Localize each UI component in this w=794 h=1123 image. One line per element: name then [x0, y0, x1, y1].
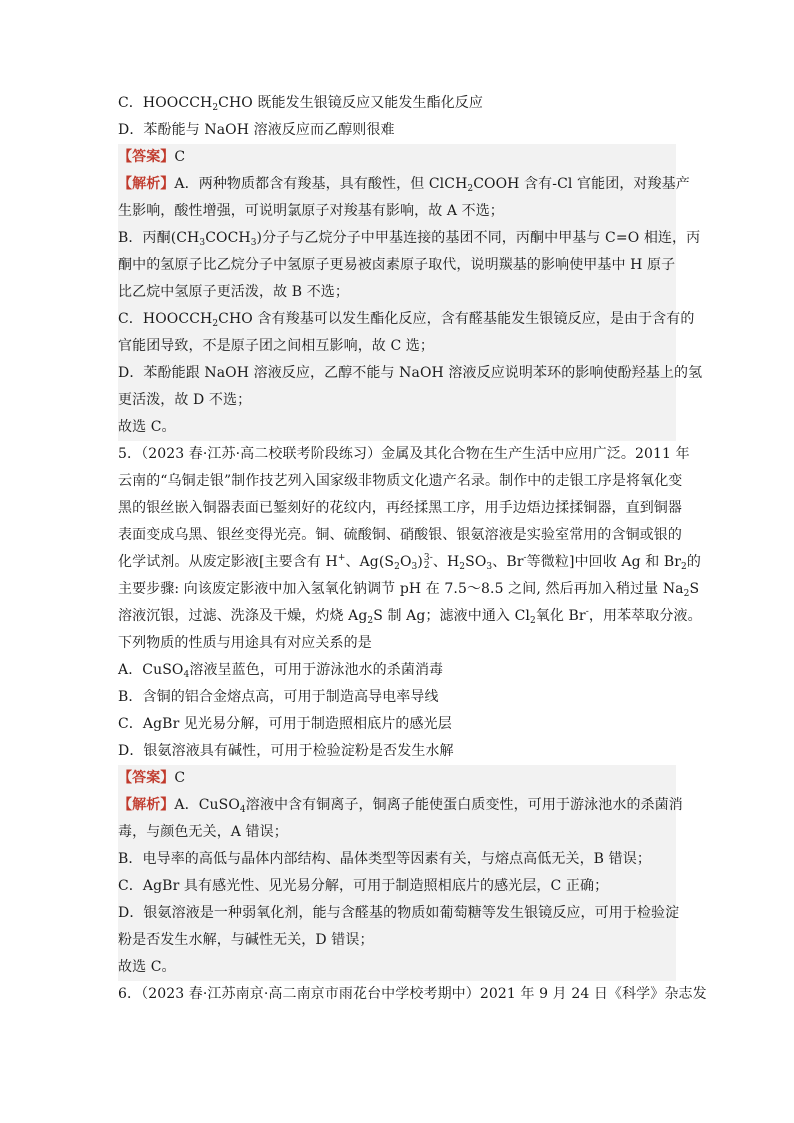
subscript: 4 — [183, 670, 190, 680]
text-run: 故选 C。 — [118, 419, 176, 435]
text-run: C．AgBr 具有感光性、见光易分解，可用于制造照相底片的感光层，C 正确； — [118, 878, 609, 894]
text-run: C．HOOCCH — [118, 311, 213, 327]
subscript: 4 — [239, 805, 246, 815]
text-run: 主要步骤: 向该废定影液中加入氢氧化钠调节 pH 在 7.5～8.5 之间, 然后再加入稍过量 Na — [118, 581, 684, 597]
text-line — [118, 819, 676, 846]
text-run: 酮中的氢原子比乙烷分子中氢原子更易被卤素原子取代，说明羰基的影响使甲基中 H 原子 — [118, 257, 676, 273]
text-run: D．银氨溶液具有碱性，可用于检验淀粉是否发生水解 — [118, 743, 454, 759]
subscript: 2 — [394, 562, 400, 572]
text-run: 毒，与颜色无关，A 错误； — [118, 824, 288, 840]
subscript: 2 — [212, 103, 219, 113]
text-line — [118, 603, 702, 630]
text-run: 黑的银丝嵌入铜器表面已錾刻好的花纹内，再经揉黑工序，用手边焐边揉揉铜器，直到铜器 — [118, 500, 682, 516]
superscript: - — [523, 553, 527, 563]
text-run: O — [399, 554, 412, 570]
text-line — [118, 549, 701, 576]
text-line — [118, 630, 676, 657]
text-run: S — [689, 581, 700, 597]
text-line — [118, 927, 676, 954]
text-run: 云南的“乌铜走银”制作技艺列入国家级非物质文化遗产名录。制作中的走银工序是将氧化变 — [118, 473, 683, 489]
text-run: 等微粒]中回收 Ag 和 Br — [526, 554, 682, 570]
text-run: 、H — [432, 554, 460, 570]
subscript: 3 — [199, 238, 206, 248]
text-line — [118, 954, 676, 981]
text-run: 氧化 Br — [535, 608, 586, 624]
subscript: 2 — [212, 319, 219, 329]
text-line — [118, 171, 690, 198]
text-run: 6．（2023 春·江苏南京·高二南京市雨花台中学校考期中）2021 年 9 月 24 日《科学》杂志发 — [118, 986, 707, 1002]
text-line — [118, 873, 676, 900]
text-run: 化学试剂。从废定影液[主要含有 H — [118, 554, 338, 570]
subscript: 2 — [683, 589, 690, 599]
text-line — [118, 252, 676, 279]
superscript: + — [337, 553, 346, 563]
subscript: 3 — [411, 562, 418, 572]
text-line — [118, 387, 676, 414]
text-run: 的 — [686, 554, 701, 570]
answer-tag: 【答案】 — [118, 770, 175, 786]
subscript: 2 — [459, 562, 466, 572]
text-line — [118, 333, 676, 360]
text-line — [118, 765, 676, 792]
subscript: 3 — [250, 238, 257, 248]
text-line — [118, 738, 676, 765]
text-run: 粉是否发生水解，与碱性无关，D 错误； — [118, 932, 374, 948]
text-run: D．银氨溶液是一种弱氧化剂，能与含醛基的物质如葡萄糖等发生银镜反应，可用于检验淀 — [118, 905, 680, 921]
text-run: ，用苯萃取分液。 — [588, 608, 702, 624]
charge-subscript: 3- 2 — [423, 553, 433, 571]
answer-tag: 【答案】 — [118, 149, 175, 165]
text-run: D．苯酚能跟 NaOH 溶液反应，乙醇不能与 NaOH 溶液反应说明苯环的影响使酚羟基上的氢 — [118, 365, 703, 381]
answer-tag: 【解析】 — [118, 797, 175, 813]
text-run: C．HOOCCH — [118, 95, 213, 111]
answer-tag: 【解析】 — [118, 176, 175, 192]
text-run: 溶液中含有铜离子，铜离子能使蛋白质变性，可用于游泳池水的杀菌消 — [245, 797, 683, 813]
text-run: COOH 含有-Cl 官能团，对羧基产 — [473, 176, 690, 192]
text-run: B．电导率的高低与晶体内部结构、晶体类型等因素有关，与熔点高低无关，B 错误； — [118, 851, 651, 867]
text-run: CHO 既能发生银镜反应又能发生酯化反应 — [218, 95, 483, 111]
text-run: SO — [465, 554, 487, 570]
text-run: A．CuSO — [174, 797, 240, 813]
subscript: 2 — [681, 562, 687, 572]
text-run: CHO 含有羧基可以发生酯化反应，含有醛基能发生银镜反应，是由于含有的 — [218, 311, 695, 327]
text-line — [118, 90, 676, 117]
text-run: A．CuSO — [118, 662, 184, 678]
text-run: 、Ag(S — [345, 554, 395, 570]
text-line — [118, 657, 676, 684]
text-run: ) — [417, 554, 423, 570]
text-line — [118, 360, 703, 387]
text-line — [118, 900, 680, 927]
text-line — [118, 279, 676, 306]
text-run: 溶液沉银，过滤、洗涤及干燥，灼烧 Ag — [118, 608, 368, 624]
text-run: 故选 C。 — [118, 959, 176, 975]
text-run: D．苯酚能与 NaOH 溶液反应而乙醇则很难 — [118, 122, 395, 138]
text-run: 下列物质的性质与用途具有对应关系的是 — [118, 635, 372, 651]
text-run: )分子与乙烷分子中甲基连接的基团不同，丙酮中甲基与 C=O 相连，丙 — [256, 230, 701, 246]
text-line — [118, 225, 701, 252]
text-line — [118, 522, 682, 549]
text-run: 更活泼，故 D 不选； — [118, 392, 252, 408]
text-run: 表面变成乌黑、银丝变得光亮。铜、硫酸铜、硝酸银、银氨溶液是实验室常用的含铜或银的 — [118, 527, 682, 543]
text-line — [118, 684, 676, 711]
text-run: 5．（2023 春·江苏·高二校联考阶段练习）金属及其化合物在生产生活中应用广泛。2011 年 — [118, 446, 690, 462]
text-run: S 制 Ag；滤液中通入 Cl — [373, 608, 530, 624]
text-run: B．含铜的铝合金熔点高，可用于制造高导电率导线 — [118, 689, 439, 705]
text-line — [118, 306, 695, 333]
text-run: C．AgBr 见光易分解，可用于制造照相底片的感光层 — [118, 716, 452, 732]
subscript: 2 — [529, 616, 536, 626]
text-line — [118, 711, 676, 738]
text-line — [118, 117, 676, 144]
text-line — [118, 846, 676, 873]
text-line — [118, 198, 676, 225]
text-line — [118, 144, 676, 171]
text-line — [118, 468, 683, 495]
text-run: 溶液呈蓝色，可用于游泳池水的杀菌消毒 — [189, 662, 444, 678]
text-line — [118, 981, 707, 1008]
subscript: 2 — [367, 616, 374, 626]
text-run: A．两种物质都含有羧基，具有酸性，但 ClCH — [174, 176, 468, 192]
text-run: B．丙酮(CH — [118, 230, 200, 246]
text-run: 比乙烷中氢原子更活泼，故 B 不选； — [118, 284, 349, 300]
text-run: 官能团导致，不是原子团之间相互影响，故 C 选； — [118, 338, 435, 354]
text-line — [118, 576, 700, 603]
text-run: C — [174, 149, 186, 165]
text-line — [118, 495, 682, 522]
subscript: 3 — [486, 562, 493, 572]
text-run: C — [174, 770, 186, 786]
document-body — [118, 90, 707, 1008]
text-run: COCH — [205, 230, 251, 246]
subscript: 2 — [467, 184, 474, 194]
text-line — [118, 414, 676, 441]
text-run: 生影响，酸性增强，可说明氯原子对羧基有影响，故 A 不选； — [118, 203, 504, 219]
text-line — [118, 441, 690, 468]
superscript: - — [585, 607, 589, 617]
text-run: 、Br — [492, 554, 524, 570]
text-line — [118, 792, 683, 819]
